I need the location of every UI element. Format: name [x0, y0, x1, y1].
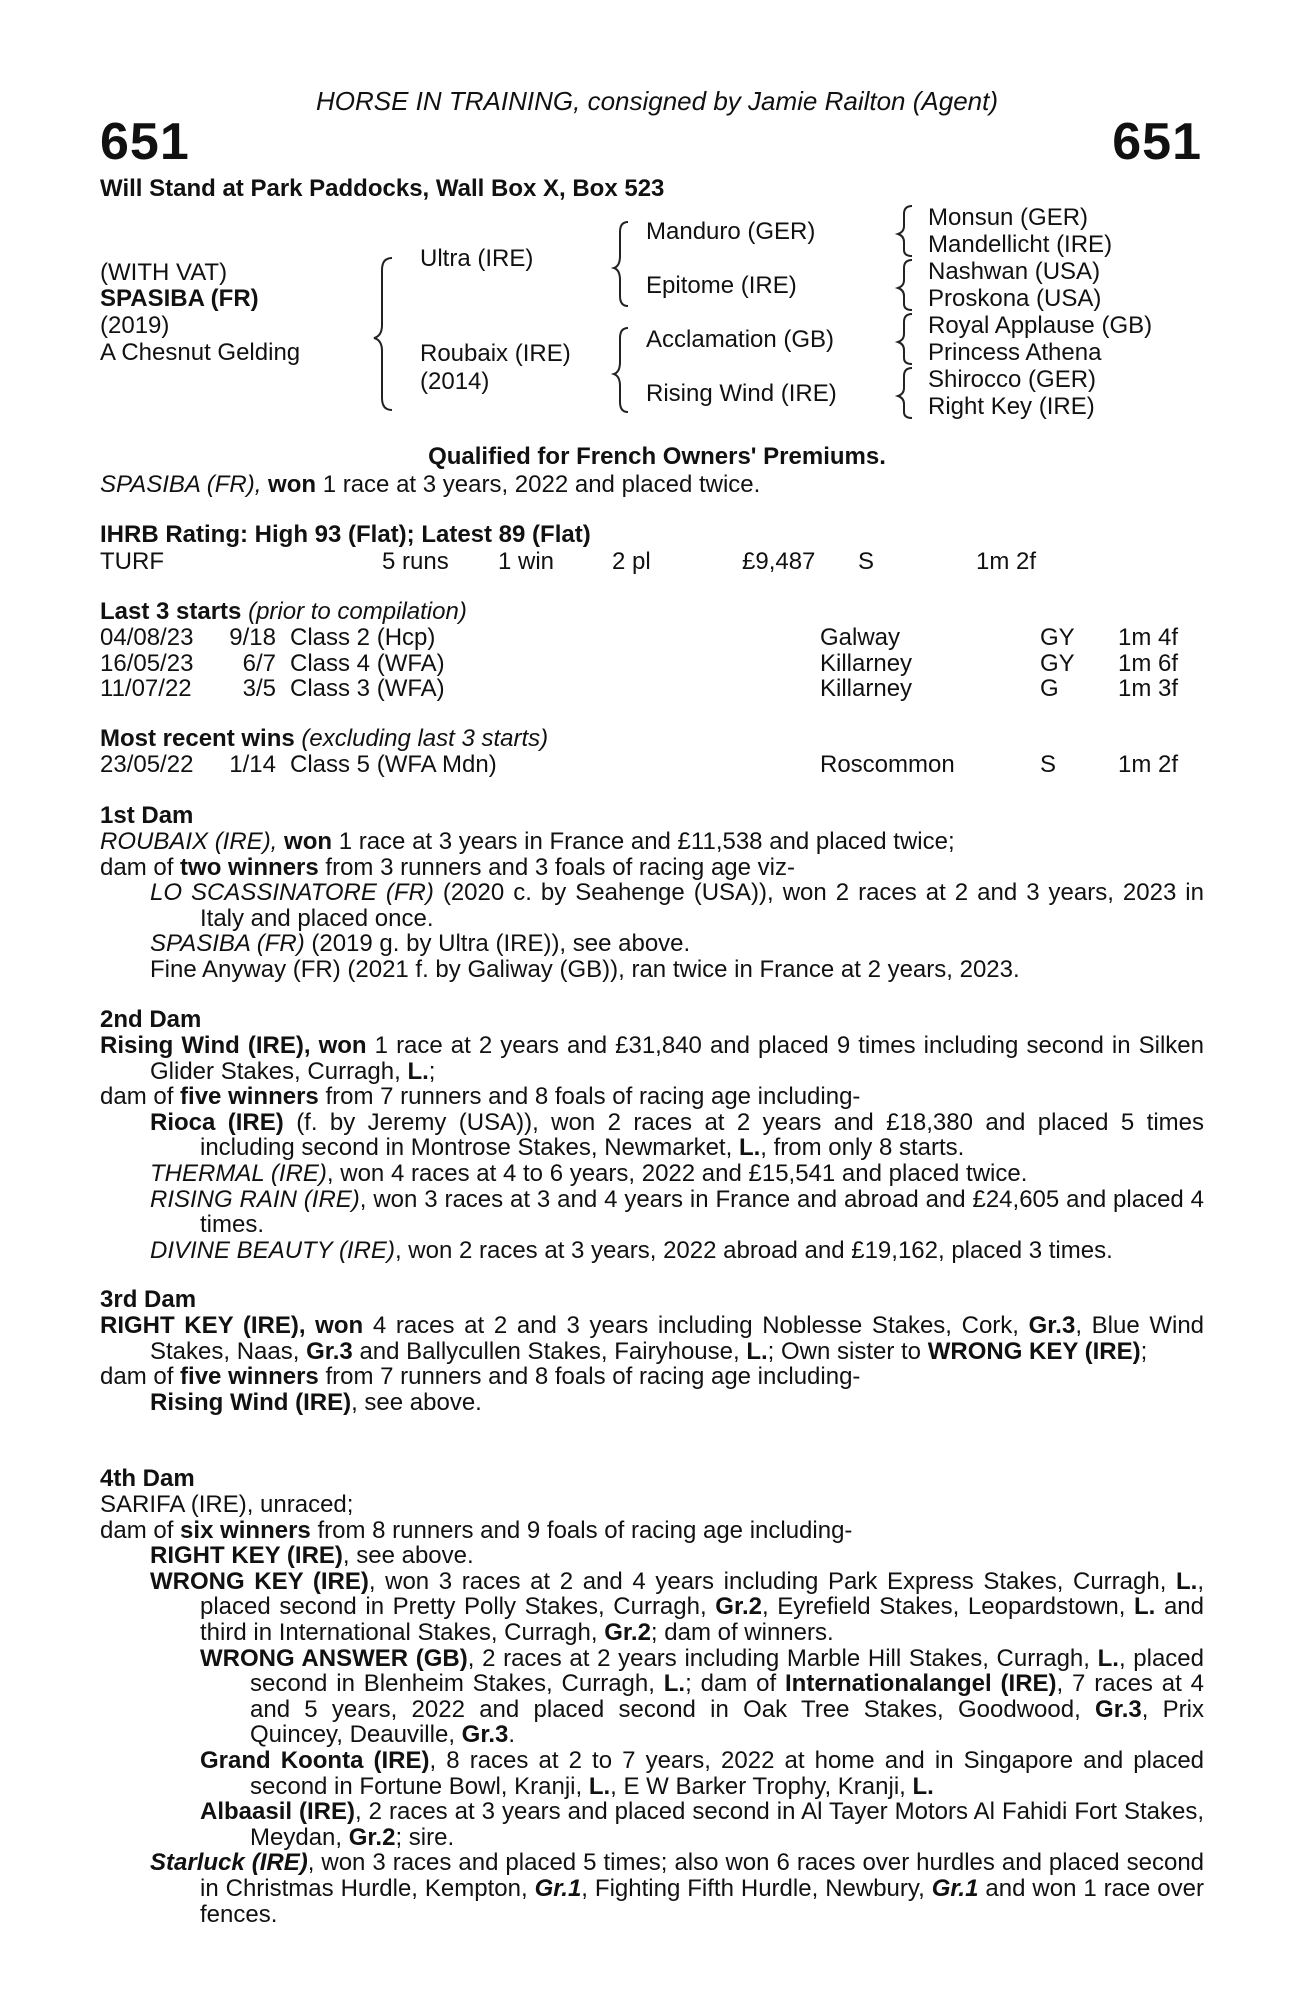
- last3-cell-r3-c2: 3/5: [242, 675, 276, 703]
- premiums-note: Qualified for French Owners' Premiums.: [428, 443, 886, 470]
- last3-cell-r3-c1: 11/07/22: [100, 675, 192, 703]
- dam4-offspring-3: Starluck (IRE), won 3 races and placed 5 times; also won 6 races over hurdles and placed second in Christmas Hurdle, Kempton, Gr.1, Fighting Fifth Hurdle, Newbury, Gr.1 and won 1 race over fences.: [150, 1849, 1205, 1928]
- dam2-heading: 2nd Dam: [100, 1006, 202, 1033]
- brace-parents: [374, 258, 392, 410]
- recent-wins-cell-r1-c1: 23/05/22: [100, 751, 194, 778]
- last3-cell-r1-c2: 9/18: [229, 624, 276, 651]
- rating-earnings: £9,487: [742, 548, 816, 575]
- pedigree-g2-1: Manduro (GER): [646, 218, 816, 245]
- brace-g3-4: [898, 368, 912, 418]
- dam-year: (2014): [420, 368, 490, 395]
- rating-surface: TURF: [100, 548, 164, 575]
- recent-wins-cell-r1-c2: 1/14: [229, 751, 276, 778]
- dam1-offspring-2: SPASIBA (FR) (2019 g. by Ultra (IRE)), see above.: [150, 930, 691, 958]
- ihrb-rating: IHRB Rating: High 93 (Flat); Latest 89 (Flat): [100, 521, 591, 548]
- recent-wins-cell-r1-c6: 1m 2f: [1118, 751, 1179, 778]
- pedigree-braces: [0, 0, 1314, 430]
- last3-heading: Last 3 starts (prior to compilation): [100, 598, 467, 625]
- dam1-offspring-3: Fine Anyway (FR) (2021 f. by Galiway (GB)), ran twice in France at 2 years, 2023.: [150, 955, 1020, 983]
- last3-cell-r3-c3: Class 3 (WFA): [290, 675, 445, 703]
- lot-number-left: 651: [100, 113, 190, 171]
- last3-cell-r1-c1: 04/08/23: [100, 624, 194, 651]
- pedigree-g2-3: Acclamation (GB): [646, 326, 835, 353]
- brace-sire-line: [614, 222, 628, 306]
- dam4-offspring-2: WRONG KEY (IRE), won 3 races at 2 and 4 years including Park Express Stakes, Curragh, L., placed second in Pretty Polly Stakes, Curragh, Gr.2, Eyrefield Stakes, Leopardstown, L. and third in International Stakes, Curragh, Gr.2; dam of winners.: [150, 1567, 1205, 1646]
- rating-places: 2 pl: [612, 548, 651, 575]
- recent-wins-heading: Most recent wins (excluding last 3 starts): [100, 725, 549, 752]
- last3-cell-r1-c3: Class 2 (Hcp): [290, 624, 436, 651]
- dam3-heading: 3rd Dam: [100, 1286, 197, 1313]
- pedigree-g3-8: Right Key (IRE): [928, 393, 1095, 420]
- horse-description: A Chesnut Gelding: [100, 339, 301, 366]
- dam2-section: Rising Wind (IRE), won 1 race at 2 years and £31,840 and placed 9 times including second in Silken Glider Stakes, Curragh, L.; dam of five winners from 7 runners and 8 foals of racing age including- Rioca (IRE) (f. by Jeremy (USA)), won 2 races at 2 years and £18,380 and placed 5 times including second in Montrose Stakes, Newmarket, L., from only 8 starts. THERMAL (IRE), won 4 races at 4 to 6 years, 2022 and £15,541 and placed twice. RISING RAIN (IRE), won 3 races at 3 and 4 years in France and abroad and £24,605 and placed 4 times. DIVINE BEAUTY (IRE), won 2 races at 3 years, 2022 abroad and £19,162, placed 3 times.: [100, 1032, 1205, 1264]
- dam2-offspring-4: DIVINE BEAUTY (IRE), won 2 races at 3 years, 2022 abroad and £19,162, placed 3 times.: [150, 1236, 1113, 1264]
- last3-cell-r2-c1: 16/05/23: [100, 649, 194, 677]
- recent-wins-cell-r1-c3: Class 5 (WFA Mdn): [290, 751, 497, 778]
- rating-distance: 1m 2f: [976, 548, 1037, 575]
- dam-name: Roubaix (IRE): [420, 340, 571, 367]
- last3-cell-r1-c4: Galway: [820, 624, 901, 651]
- horse-name: SPASIBA (FR): [100, 285, 259, 312]
- last3-cell-r2-c6: 1m 6f: [1118, 649, 1179, 677]
- brace-g3-3: [898, 314, 912, 364]
- recent-wins-cell-r1-c5: S: [1040, 751, 1057, 778]
- pedigree-g3-3: Nashwan (USA): [928, 258, 1101, 285]
- rating-wins: 1 win: [498, 548, 555, 575]
- pedigree-g2-4: Rising Wind (IRE): [646, 380, 837, 407]
- pedigree-g3-6: Princess Athena: [928, 339, 1102, 366]
- brace-dam-line: [614, 328, 628, 412]
- last3-cell-r2-c4: Killarney: [820, 649, 913, 677]
- brace-g3-1: [898, 206, 912, 256]
- last3-cell-r2-c5: GY: [1040, 649, 1075, 677]
- dam1-offspring-1: LO SCASSINATORE (FR) (2020 c. by Seahenge (USA)), won 2 races at 2 and 3 years, 2023 in Italy and placed once.: [150, 879, 1204, 932]
- last3-cell-r3-c6: 1m 3f: [1118, 675, 1179, 703]
- vat-note: (WITH VAT): [100, 259, 228, 286]
- dam1-section: ROUBAIX (IRE), won 1 race at 3 years in France and £11,538 and placed twice; dam of two winners from 3 runners and 3 foals of racing age viz- LO SCASSINATORE (FR) (2020 c. by Seahenge (USA)), won 2 races at 2 and 3 years, 2023 in Italy and placed once. SPASIBA (FR) (2019 g. by Ultra (IRE)), see above. Fine Anyway (FR) (2021 f. by Galiway (GB)), ran twice in France at 2 years, 2023.: [100, 828, 1204, 983]
- last3-cell-r1-c5: GY: [1040, 624, 1075, 651]
- pedigree-g2-2: Epitome (IRE): [646, 272, 797, 299]
- recent-wins-cell-r1-c4: Roscommon: [820, 751, 955, 778]
- brace-g3-2: [898, 260, 912, 310]
- sire-name: Ultra (IRE): [420, 245, 534, 272]
- dam4-grand-2: Grand Koonta (IRE), 8 races at 2 to 7 years, 2022 at home and in Singapore and placed second in Fortune Bowl, Kranji, L., E W Barker Trophy, Kranji, L.: [200, 1746, 1205, 1800]
- rating-runs: 5 runs: [382, 548, 449, 575]
- rating-going: S: [858, 548, 875, 575]
- pedigree-g3-4: Proskona (USA): [928, 285, 1102, 312]
- dam4-section: SARIFA (IRE), unraced; dam of six winners from 8 runners and 9 foals of racing age including- RIGHT KEY (IRE), see above. WRONG KEY (IRE), won 3 races at 2 and 4 years including Park Express Stakes, Curragh, L., placed second in Pretty Polly Stakes, Curragh, Gr.2, Eyrefield Stakes, Leopardstown, L. and third in International Stakes, Curragh, Gr.2; dam of winners. WRONG ANSWER (GB), 2 races at 2 years including Marble Hill Stakes, Curragh, L., placed second in Blenheim Stakes, Curragh, L.; dam of Internationalangel (IRE), 7 races at 4 and 5 years, 2022 and placed second in Oak Tree Stakes, Goodwood, Gr.3, Prix Quincey, Deauville, Gr.3. Grand Koonta (IRE), 8 races at 2 to 7 years, 2022 at home and in Singapore and placed second in Fortune Bowl, Kranji, L., E W Barker Trophy, Kranji, L. Albaasil (IRE), 2 races at 3 years and placed second in Al Tayer Motors Al Fahidi Fort Stakes, Meydan, Gr.2; sire. Starluck (IRE), won 3 races and placed 5 times; also won 6 races over hurdles and placed second in Christmas Hurdle, Kempton, Gr.1, Fighting Fifth Hurdle, Newbury, Gr.1 and won 1 race over fences.: [100, 1491, 1205, 1928]
- last3-cell-r2-c2: 6/7: [242, 649, 276, 677]
- dam4-offspring-1: RIGHT KEY (IRE), see above.: [150, 1542, 474, 1570]
- race-summary: SPASIBA (FR), won 1 race at 3 years, 2022 and placed twice.: [100, 471, 761, 498]
- dam2-offspring-3: RISING RAIN (IRE), won 3 races at 3 and 4 years in France and abroad and £24,605 and placed 4 times.: [150, 1185, 1205, 1239]
- last3-cell-r1-c6: 1m 4f: [1118, 624, 1179, 651]
- dam1-heading: 1st Dam: [100, 802, 194, 829]
- dam2-offspring-1: Rioca (IRE) (f. by Jeremy (USA)), won 2 races at 2 years and £18,380 and placed 5 times including second in Montrose Stakes, Newmarket, L., from only 8 starts.: [150, 1108, 1205, 1162]
- dam2-offspring-2: THERMAL (IRE), won 4 races at 4 to 6 years, 2022 and £15,541 and placed twice.: [150, 1159, 1028, 1187]
- pedigree-g3-7: Shirocco (GER): [928, 366, 1097, 393]
- pedigree-g3-1: Monsun (GER): [928, 204, 1089, 231]
- last3-cell-r3-c5: G: [1040, 675, 1059, 703]
- dam4-grand-1: WRONG ANSWER (GB), 2 races at 2 years including Marble Hill Stakes, Curragh, L., placed second in Blenheim Stakes, Curragh, L.; dam of Internationalangel (IRE), 7 races at 4 and 5 years, 2022 and placed second in Oak Tree Stakes, Goodwood, Gr.3, Prix Quincey, Deauville, Gr.3.: [200, 1644, 1205, 1749]
- consignment-line: HORSE IN TRAINING, consigned by Jamie Railton (Agent): [315, 86, 999, 116]
- dam3-offspring-1: Rising Wind (IRE), see above.: [150, 1388, 482, 1416]
- lot-number-right: 651: [1112, 113, 1202, 171]
- stand-location: Will Stand at Park Paddocks, Wall Box X, Box 523: [100, 175, 665, 202]
- dam4-heading: 4th Dam: [100, 1465, 195, 1492]
- dam3-section: RIGHT KEY (IRE), won 4 races at 2 and 3 years including Noblesse Stakes, Cork, Gr.3, Blue Wind Stakes, Naas, Gr.3 and Ballycullen Stakes, Fairyhouse, L.; Own sister to WRONG KEY (IRE); dam of five winners from 7 runners and 8 foals of racing age including- Rising Wind (IRE), see above.: [100, 1312, 1205, 1416]
- dam4-grand-3: Albaasil (IRE), 2 races at 3 years and placed second in Al Tayer Motors Al Fahidi Fort Stakes, Meydan, Gr.2; sire.: [200, 1798, 1204, 1851]
- last3-cell-r2-c3: Class 4 (WFA): [290, 649, 445, 677]
- pedigree-g3-5: Royal Applause (GB): [928, 312, 1153, 339]
- foaling-year: (2019): [100, 312, 170, 339]
- last3-cell-r3-c4: Killarney: [820, 675, 913, 703]
- pedigree-g3-2: Mandellicht (IRE): [928, 231, 1113, 258]
